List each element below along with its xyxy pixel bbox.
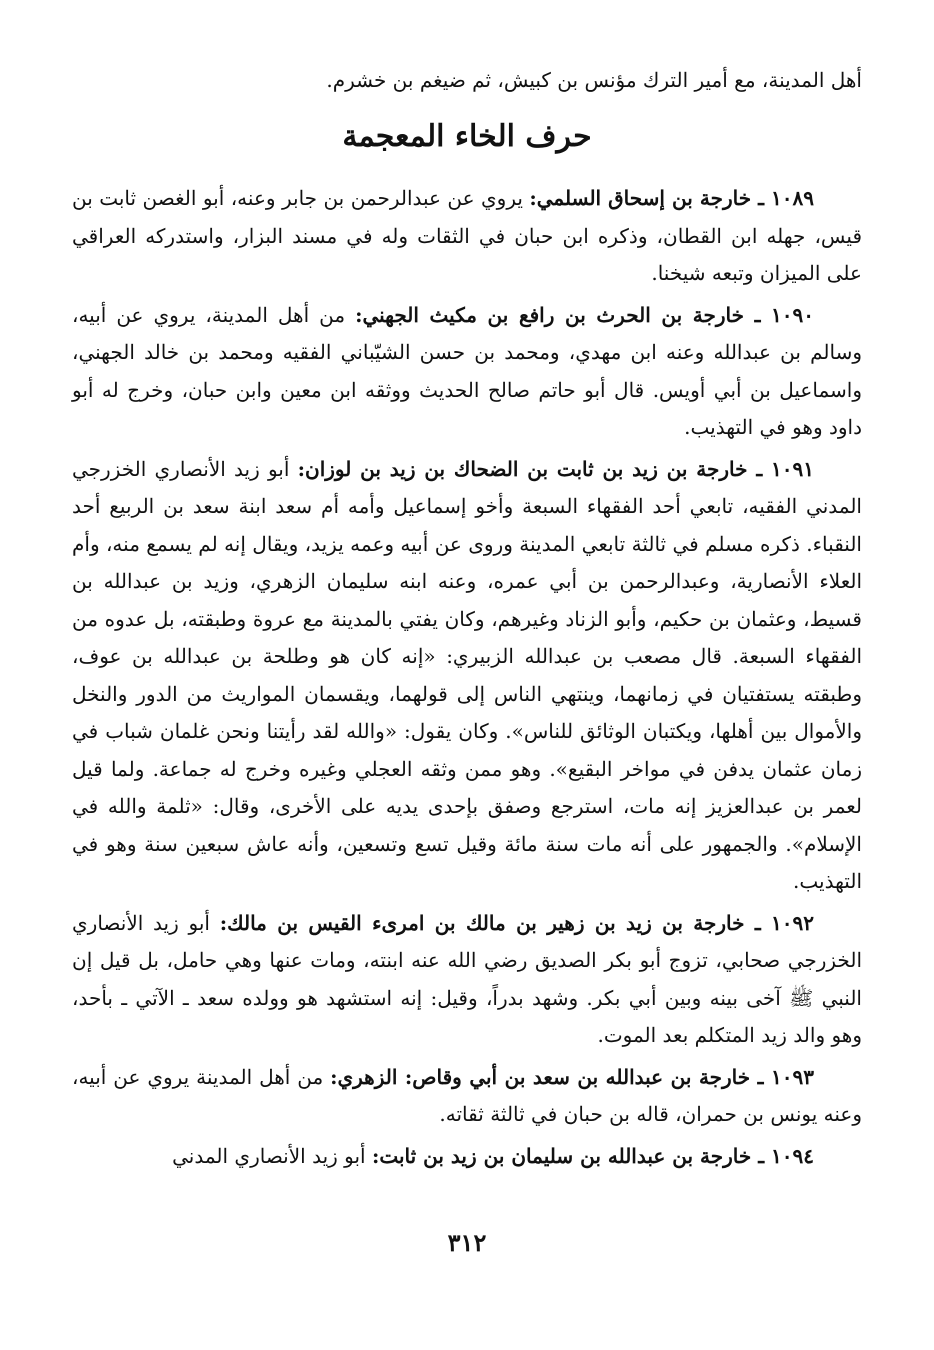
document-page	[72, 60, 862, 1350]
entry-number: ١٠٩٢	[771, 910, 815, 935]
entry-name: خارجة بن عبدالله بن سعد بن أبي وقاص: الزهري:	[330, 1064, 751, 1089]
entry-number: ١٠٩١	[771, 456, 814, 481]
entry-name: خارجة بن زيد بن زهير بن مالك بن امرىء القيس بن مالك:	[219, 910, 745, 935]
entry-1089: ١٠٨٩ ـ خارجة بن إسحاق السلمي: يروي عن عبدالرحمن بن جابر وعنه، أبو الغصن ثابت بن قيس، جهله ابن القطان، وذكره ابن حبان في الثقات وله في مسند البزار، واستدركه العراقي على الميزان وتبعه شيخنا.	[72, 186, 862, 285]
entry-text: من أهل المدينة، يروي عن أبيه، وسالم بن عبدالله وعنه ابن مهدي، ومحمد بن حسن الشيّباني الفقيه ومحمد بن خالد الجهني، واسماعيل بن أبي أويس. قال أبو حاتم صالح الحديث ووثقه ابن معين وابن حبان، وخرج له أبو داود وهو في التهذيب.	[72, 302, 862, 439]
entry-1092: ١٠٩٢ ـ خارجة بن زيد بن زهير بن مالك بن امرىء القيس بن مالك: أبو زيد الأنصاري الخزرجي صحابي، تزوج أبو بكر الصديق رضي الله عنه ابنته، ومات عنها وهي حامل، بل قيل إن النبي ﷺ آخى بينه وبين أبي بكر. وشهد بدراً، وقيل: إنه استشهد هو وولده سعد ـ الآتي ـ بأحد، وهو والد زيد المتكلم بعد الموت.	[72, 910, 862, 1047]
entry-name: خارجة بن عبدالله بن سليمان بن زيد بن ثابت:	[371, 1143, 752, 1168]
entry-text: يروي عن عبدالرحمن بن جابر وعنه، أبو الغصن ثابت بن قيس، جهله ابن القطان، وذكره ابن حبان في الثقات وله في مسند البزار، واستدركه العراقي على الميزان وتبعه شيخنا.	[72, 186, 862, 285]
entry-1094: ١٠٩٤ ـ خارجة بن عبدالله بن سليمان بن زيد بن ثابت: أبو زيد الأنصاري المدني	[172, 1143, 814, 1168]
entry-number: ١٠٩٠	[771, 302, 814, 327]
entry-text: من أهل المدينة يروي عن أبيه، وعنه يونس بن حمران، قاله بن حبان في ثالثة ثقاته.	[72, 1064, 862, 1126]
page-number: ٣١٢	[447, 1228, 487, 1257]
entry-number: ١٠٨٩	[771, 186, 814, 210]
entry-number: ١٠٩٣	[771, 1064, 814, 1089]
continuation-line: أهل المدينة، مع أمير الترك مؤنس بن كبيش، ثم ضيغم بن خشرم.	[326, 68, 862, 92]
entry-name: خارجة بن إسحاق السلمي:	[529, 186, 752, 210]
section-title: حرف الخاء المعجمة	[342, 119, 592, 154]
entry-name: خارجة بن الحرث بن رافع بن مكيث الجهني:	[355, 302, 744, 327]
entry-1090: ١٠٩٠ ـ خارجة بن الحرث بن رافع بن مكيث الجهني: من أهل المدينة، يروي عن أبيه، وسالم بن عبدالله وعنه ابن مهدي، ومحمد بن حسن الشيّباني الفقيه ومحمد بن خالد الجهني، واسماعيل بن أبي أويس. قال أبو حاتم صالح الحديث ووثقه ابن معين وابن حبان، وخرج له أبو داود وهو في التهذيب.	[72, 302, 862, 439]
entry-text: أبو زيد الأنصاري المدني	[172, 1143, 366, 1168]
entry-number: ١٠٩٤	[771, 1143, 814, 1168]
entry-text: أبو زيد الأنصاري الخزرجي صحابي، تزوج أبو بكر الصديق رضي الله عنه ابنته، ومات عنها وهي حامل، بل قيل إن النبي ﷺ آخى بينه وبين أبي بكر. وشهد بدراً، وقيل: إنه استشهد هو وولده سعد ـ الآتي ـ بأحد، وهو والد زيد المتكلم بعد الموت.	[72, 910, 862, 1047]
entry-1093: ١٠٩٣ ـ خارجة بن عبدالله بن سعد بن أبي وقاص: الزهري: من أهل المدينة يروي عن أبيه، وعنه يونس بن حمران، قاله بن حبان في ثالثة ثقاته.	[72, 1064, 862, 1126]
entry-1091: ١٠٩١ ـ خارجة بن زيد بن ثابت بن الضحاك بن زيد بن لوزان: أبو زيد الأنصاري الخزرجي المدني الفقيه، تابعي أحد الفقهاء السبعة وأخو إسماعيل وأمه أم سعد ابنة سعد بن الربيع أحد النقباء. ذكره مسلم في ثالثة تابعي المدينة وروى عن أبيه وعمه يزيد، ويقال إنه لم يسمع منه، وأم العلاء الأنصارية، وعبدالرحمن بن أبي عمره، وعنه ابنه سليمان الزهري، وزيد بن عبدالله بن قسيط، وعثمان بن حكيم، وأبو الزناد وغيرهم، وكان يفتي بالمدينة مع عروة وطبقته، بل عدوه من الفقهاء السبعة. قال مصعب بن عبدالله الزبيري: «إنه كان هو وطلحة بن عبدالله بن عوف، وطبقته يستفتيان في زمانهما، وينتهي الناس إلى قولهما، ويقسمان المواريث من الدور والنخل والأموال بين أهلها، ويكتبان الوثائق للناس». وكان يقول: «والله لقد رأيتنا ونحن غلمان شباب في زمان عثمان يدفن في مواخر البقيع». وهو ممن وثقه العجلي وغيره وخرج له جماعة. ولما قيل لعمر بن عبدالعزيز إنه مات، استرجع وصفق بإحدى يديه على الأخرى، وقال: «ثلمة والله في الإسلام». والجمهور على أنه مات سنة مائة وقيل تسع وتسعين، وأنه عاش سبعين سنة وهو في التهذيب.	[72, 456, 862, 893]
entry-text: أبو زيد الأنصاري الخزرجي المدني الفقيه، تابعي أحد الفقهاء السبعة وأخو إسماعيل وأمه أم سعد ابنة سعد بن الربيع أحد النقباء. ذكره مسلم في ثالثة تابعي المدينة وروى عن أبيه وعمه يزيد، ويقال إنه لم يسمع منه، وأم العلاء الأنصارية، وعبدالرحمن بن أبي عمره، وعنه ابنه سليمان الزهري، وزيد بن عبدالله بن قسيط، وعثمان بن حكيم، وأبو الزناد وغيرهم، وكان يفتي بالمدينة مع عروة وطبقته، بل عدوه من الفقهاء السبعة. قال مصعب بن عبدالله الزبيري: «إنه كان هو وطلحة بن عبدالله بن عوف، وطبقته يستفتيان في زمانهما، وينتهي الناس إلى قولهما، ويقسمان المواريث من الدور والنخل والأموال بين أهلها، ويكتبان الوثائق للناس». وكان يقول: «والله لقد رأيتنا ونحن غلمان شباب في زمان عثمان يدفن في مواخر البقيع». وهو ممن وثقه العجلي وغيره وخرج له جماعة. ولما قيل لعمر بن عبدالعزيز إنه مات، استرجع وصفق بإحدى يديه على الأخرى، وقال: «ثلمة والله في الإسلام». والجمهور على أنه مات سنة مائة وقيل تسع وتسعين، وأنه عاش سبعين سنة وهو في التهذيب.	[72, 456, 862, 893]
entry-name: خارجة بن زيد بن ثابت بن الضحاك بن زيد بن لوزان:	[297, 456, 748, 481]
